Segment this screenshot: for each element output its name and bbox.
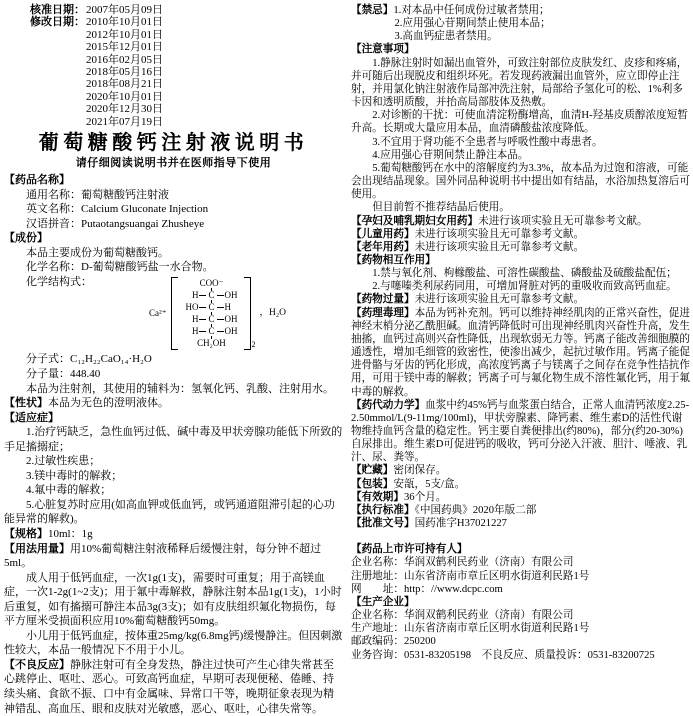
- contraindication-item: 3.高血钙症患者禁用。: [394, 31, 498, 43]
- revision-date-value: 2018年05月16日: [86, 66, 163, 79]
- contraindications-section: [351, 4, 690, 17]
- spacer: [30, 54, 86, 66]
- spec-heading: 【规格】: [4, 528, 48, 540]
- structure-label: 化学结构式：: [26, 275, 92, 288]
- holder-heading: 【药品上市许可持有人】: [351, 544, 468, 556]
- character-section: [4, 396, 343, 411]
- dosage-adult: 成人用于低钙血症，一次1g(1支)，需要时可重复；用于高镁血症，一次1-2g(1~2支)；用于氟中毒解救，静脉注射本品1g(1支)，1小时后重复，如有搐搦可静注本品3g(3支)；如有皮肤组织氟化物损伤，每平方厘米受损面积应用10%葡萄糖酸钙50mg。: [4, 571, 342, 628]
- storage-text: 密闭保存。: [393, 465, 447, 477]
- approval-date-row: [30, 4, 343, 16]
- pharmacokinetics-text: 血浆中约45%钙与血浆蛋白结合，正常人血清钙浓度2.25-2.50mmol/L(9-11mg/100ml)，甲状旁腺素、降钙素、维生素D的活性代谢物维持血钙含量的稳定性。钙主要自粪便排出(约80%)，部分(约20-30%)自尿排出。维生素D可促进钙的吸收，钙可分泌入汗液、胆汁、唾液、乳汁、尿、粪等。: [351, 399, 690, 464]
- contraindications-heading: 【禁忌】: [351, 5, 394, 16]
- children-text: 未进行该项实验且无可靠参考文献。: [414, 228, 585, 240]
- hydroxymethyl-group: CH₂OH: [197, 338, 226, 349]
- molecular-formula-line: 分子式：C₁₂H₂₂CaO₁₄·H₂O: [26, 353, 152, 366]
- date-block: [30, 4, 343, 128]
- indication-item: 1.治疗钙缺乏，急性血钙过低、碱中毒及甲状旁腺功能低下所致的手足搐搦症；: [4, 426, 343, 453]
- overdose-section: [351, 293, 690, 306]
- packaging-heading: 【包装】: [351, 478, 394, 490]
- interaction-item: 1.禁与氧化剂、枸橼酸盐、可溶性碳酸盐、磷酸盐及硫酸盐配伍；: [372, 268, 677, 280]
- spacer: [30, 29, 86, 41]
- elderly-heading: 【老年用药】: [351, 241, 415, 253]
- revision-date-value: 2010年10月01日: [86, 16, 163, 29]
- atom-left: H: [191, 290, 199, 301]
- structure-backbone: [180, 277, 242, 350]
- storage-heading: 【贮藏】: [351, 465, 394, 477]
- revision-date-row: [30, 54, 343, 66]
- overdose-heading: 【药物过量】: [351, 294, 415, 306]
- approval-no-section: [351, 517, 690, 530]
- bond-horizontal: [217, 331, 224, 332]
- indication-item: 5.心脏复苏时应用(如高血钾或低血钙，或钙通道阻滞引起的心功能异常的解救)。: [4, 498, 335, 526]
- generic-name-line: 通用名称：葡萄糖酸钙注射液: [26, 188, 169, 201]
- hydrate-label: ，H₂O: [259, 308, 286, 319]
- spacer: [30, 116, 86, 128]
- holder-name-line: 企业名称：华润双鹤利民药业（济南）有限公司: [351, 557, 574, 569]
- revision-date-row: [30, 78, 343, 90]
- pregnancy-heading: 【孕妇及哺乳期妇女用药】: [351, 215, 479, 227]
- calcium-cation: Ca²⁺: [149, 308, 167, 319]
- pharmacokinetics-heading: 【药代动力学】: [351, 399, 426, 411]
- structure-row: [180, 327, 242, 336]
- bond-horizontal: [199, 295, 206, 296]
- revision-date-value: 2020年10月01日: [86, 90, 163, 103]
- drug-name-heading: 【药品名称】: [4, 174, 70, 187]
- revision-date-row: [30, 103, 343, 115]
- revision-date-value: 2020年12月30日: [86, 103, 163, 116]
- atom-right: OH: [224, 290, 238, 301]
- atom-left: H: [191, 326, 199, 337]
- bond-horizontal: [217, 295, 224, 296]
- manufacturer-contact-line: 业务咨询：0531-83205198 不良反应、质量投诉：0531-83200725: [351, 649, 655, 661]
- pinyin-name-line: 汉语拼音：Putaotangsuangai Zhusheye: [26, 217, 205, 230]
- validity-text: 36个月。: [403, 491, 447, 503]
- bond-horizontal: [217, 307, 224, 308]
- standard-heading: 【执行标准】: [351, 504, 415, 516]
- contraindication-item: 2.应用强心苷期间禁止使用本品；: [394, 18, 551, 30]
- bond-horizontal: [199, 319, 206, 320]
- right-bracket: [244, 277, 251, 350]
- packaging-section: [351, 478, 690, 491]
- character-heading: 【性状】: [4, 397, 48, 410]
- dosage-child: 小儿用于低钙血症，按体重25mg/kg(6.8mg钙)缓慢静注。但因刺激性较大，本品一般情况下不用于小儿。: [4, 629, 343, 657]
- revision-date-row: [30, 66, 343, 78]
- contraindication-item: 1.对本品中任何成份过敏者禁用；: [393, 5, 550, 16]
- validity-section: [351, 491, 690, 504]
- indication-item: 4.氟中毒的解救；: [26, 484, 112, 497]
- holder-address-line: 注册地址：山东省济南市章丘区明水街道利民路1号: [351, 570, 590, 582]
- revision-date-row: [30, 16, 343, 28]
- spacer: [30, 66, 86, 78]
- revision-date-value: 2015年12月01日: [86, 41, 163, 54]
- pharmacology-heading: 【药理毒理】: [351, 307, 415, 319]
- composition-heading: 【成份】: [4, 232, 48, 245]
- approval-no-text: 国药准字H37021227: [414, 518, 507, 530]
- excipients-line: 本品为注射剂，其使用的辅料为：氢氧化钙、乳酸、注射用水。: [26, 382, 334, 395]
- bracket-subscript: 2: [251, 340, 256, 350]
- atom-right: OH: [224, 314, 238, 325]
- revision-date-value: 2018年08月21日: [86, 78, 163, 91]
- chemical-name-line: 化学名称：D-葡萄糖酸钙盐一水合物。: [26, 261, 214, 274]
- atom-left: HO: [185, 302, 199, 313]
- structure-row: [180, 303, 242, 312]
- pregnancy-section: [351, 215, 690, 228]
- storage-section: [351, 464, 690, 477]
- approval-no-heading: 【批准文号】: [351, 518, 415, 530]
- english-name-line: 英文名称：Calcium Gluconate Injection: [26, 203, 209, 216]
- molecular-weight-line: 分子量：448.40: [26, 367, 101, 380]
- character-text: 本品为无色的澄明液体。: [48, 397, 169, 410]
- dosage-intro: 用10%葡萄糖注射液稀释后缓慢注射，每分钟不超过5ml。: [4, 542, 322, 570]
- manufacturer-address-line: 生产地址：山东省济南市章丘区明水街道利民路1号: [351, 623, 590, 635]
- left-column: [4, 4, 343, 715]
- spacer: [30, 41, 86, 53]
- adverse-heading: 【不良反应】: [4, 658, 70, 671]
- atom-left: H: [191, 314, 199, 325]
- bond-horizontal: [199, 331, 206, 332]
- dosage-section: [4, 542, 343, 571]
- children-heading: 【儿童用药】: [351, 228, 415, 240]
- precaution-item: 3.不宜用于肾功能不全患者与呼吸性酸中毒患者。: [372, 136, 603, 148]
- indication-item: 3.镁中毒时的解救；: [26, 469, 123, 482]
- right-column: [351, 4, 690, 691]
- elderly-text: 未进行该项实验且无可靠参考文献。: [414, 241, 585, 253]
- children-section: [351, 228, 690, 241]
- atom-carbon: C: [208, 326, 215, 337]
- precaution-item: 4.应用强心苷期间禁止静注本品。: [372, 149, 529, 161]
- approval-date-value: 2007年05月09日: [86, 4, 163, 16]
- pharmacology-section: [351, 307, 690, 399]
- precaution-note: 但目前暂不推荐结晶后使用。: [372, 202, 510, 214]
- holder-website-line: 网 址：http：//www.dcpc.com: [351, 583, 503, 595]
- bond-horizontal: [199, 307, 206, 308]
- overdose-text: 未进行该项实验且无可靠参考文献。: [414, 294, 585, 306]
- revision-date-value: 2012年10月01日: [86, 28, 163, 41]
- atom-carbon: C: [208, 290, 215, 301]
- adverse-text: 静脉注射可有全身发热，静注过快可产生心律失常甚至心跳停止、呕吐、恶心。可致高钙血症，早期可表现便秘、倦睡、持续头痛、食欲不振、口中有金属味、异常口干等，晚期征象表现为精神错乱、高血压、眼和皮肤对光敏感，恶心、呕吐，心律失常等。: [4, 658, 334, 715]
- approval-date-label: 核准日期：: [30, 4, 85, 16]
- chemical-structure-diagram: [149, 277, 343, 350]
- interactions-heading: 【药物相互作用】: [351, 254, 436, 266]
- interaction-item: 2.与噻嗪类利尿药同用，可增加肾脏对钙的重吸收而致高钙血症。: [372, 281, 677, 293]
- pharmacology-text: 本品为钙补充剂。钙可以维持神经肌肉的正常兴奋性，促进神经末梢分泌乙酰胆碱。血清钙降低时可出现神经肌肉兴奋性升高，发生抽搐，血钙过高则兴奋性降低，出现软弱无力等。钙离子能改善细胞膜的通透性，增加毛细管的致密性，使渗出减少，起抗过敏作用。钙离子能促进骨骼与牙齿的钙化形成，高浓度钙离子与镁离子之间存在竞争性拮抗作用，可用于镁中毒的解救；钙离子可与氟化物生成不溶性氟化钙，用于氟中毒的解救。: [351, 307, 690, 398]
- precaution-item: 5.葡萄糖酸钙在水中的溶解度约为3.3%，故本品为过饱和溶液，可能会出现结晶现象。国外同品种说明书中提出如有结晶，水浴加热复溶后可使用。: [351, 162, 690, 201]
- bond-horizontal: [217, 319, 224, 320]
- structure-row: [180, 315, 242, 324]
- chemical-structure-section: [4, 275, 343, 351]
- pregnancy-text: 未进行该项实验且无可靠参考文献。: [478, 215, 648, 227]
- page-title: 葡萄糖酸钙注射液说明书: [38, 132, 309, 155]
- spacer: [30, 103, 86, 115]
- precaution-item: 2.对诊断的干扰：可使血清淀粉酶增高，血清H-羟基皮质醇浓度短暂升高。长期或大量应用本品，血清磷酸盐浓度降低。: [351, 110, 688, 135]
- page-subtitle: 请仔细阅读说明书并在医师指导下使用: [75, 157, 272, 170]
- revision-date-label: 修改日期：: [30, 16, 85, 29]
- spec-section: [4, 527, 343, 542]
- structure-row: [180, 291, 242, 300]
- indication-item: 2.过敏性疾患；: [26, 455, 101, 468]
- spacer: [30, 91, 86, 103]
- atom-carbon: C: [208, 314, 215, 325]
- packaging-text: 安瓿，5支/盒。: [393, 478, 466, 490]
- left-bracket: [171, 277, 178, 350]
- adverse-section: [4, 658, 343, 716]
- elderly-section: [351, 241, 690, 254]
- atom-carbon: C: [208, 302, 215, 313]
- standard-text: 《中国药典》2020年版二部: [414, 504, 537, 516]
- revision-date-row: [30, 41, 343, 53]
- standard-section: [351, 504, 690, 517]
- revision-date-row: [30, 116, 343, 128]
- manufacturer-postcode-line: 邮政编码：250200: [351, 636, 436, 648]
- spec-text: 10ml：1g: [48, 528, 93, 540]
- precautions-heading: 【注意事项】: [351, 44, 415, 56]
- carboxylate-group: COO⁻: [199, 278, 224, 289]
- revision-date-value: 2021年07月19日: [86, 115, 163, 128]
- manufacturer-name-line: 企业名称：华润双鹤利民药业（济南）有限公司: [351, 610, 574, 622]
- manufacturer-heading: 【生产企业】: [351, 596, 415, 608]
- spacer: [30, 78, 86, 90]
- dosage-heading: 【用法用量】: [4, 542, 70, 555]
- precaution-item: 1.静脉注射时如漏出血管外，可致注射部位皮肤发红、皮疹和疼痛，并可随后出现脱皮和组织坏死。若发现药液漏出血管外，应立即停止注射，并用氯化钠注射液作局部冲洗注射，局部给予氢化可的松、1%利多卡因和透明质酸，并抬高局部肢体及热敷。: [351, 57, 688, 109]
- atom-right: OH: [224, 326, 238, 337]
- revision-date-row: [30, 29, 343, 41]
- revision-date-value: 2016年02月05日: [86, 53, 163, 66]
- revision-date-row: [30, 91, 343, 103]
- pharmacokinetics-section: [351, 399, 690, 465]
- composition-main-line: 本品主要成份为葡萄糖酸钙。: [26, 246, 169, 259]
- validity-heading: 【有效期】: [351, 491, 404, 503]
- indications-heading: 【适应症】: [4, 411, 59, 424]
- atom-right: H: [224, 302, 231, 313]
